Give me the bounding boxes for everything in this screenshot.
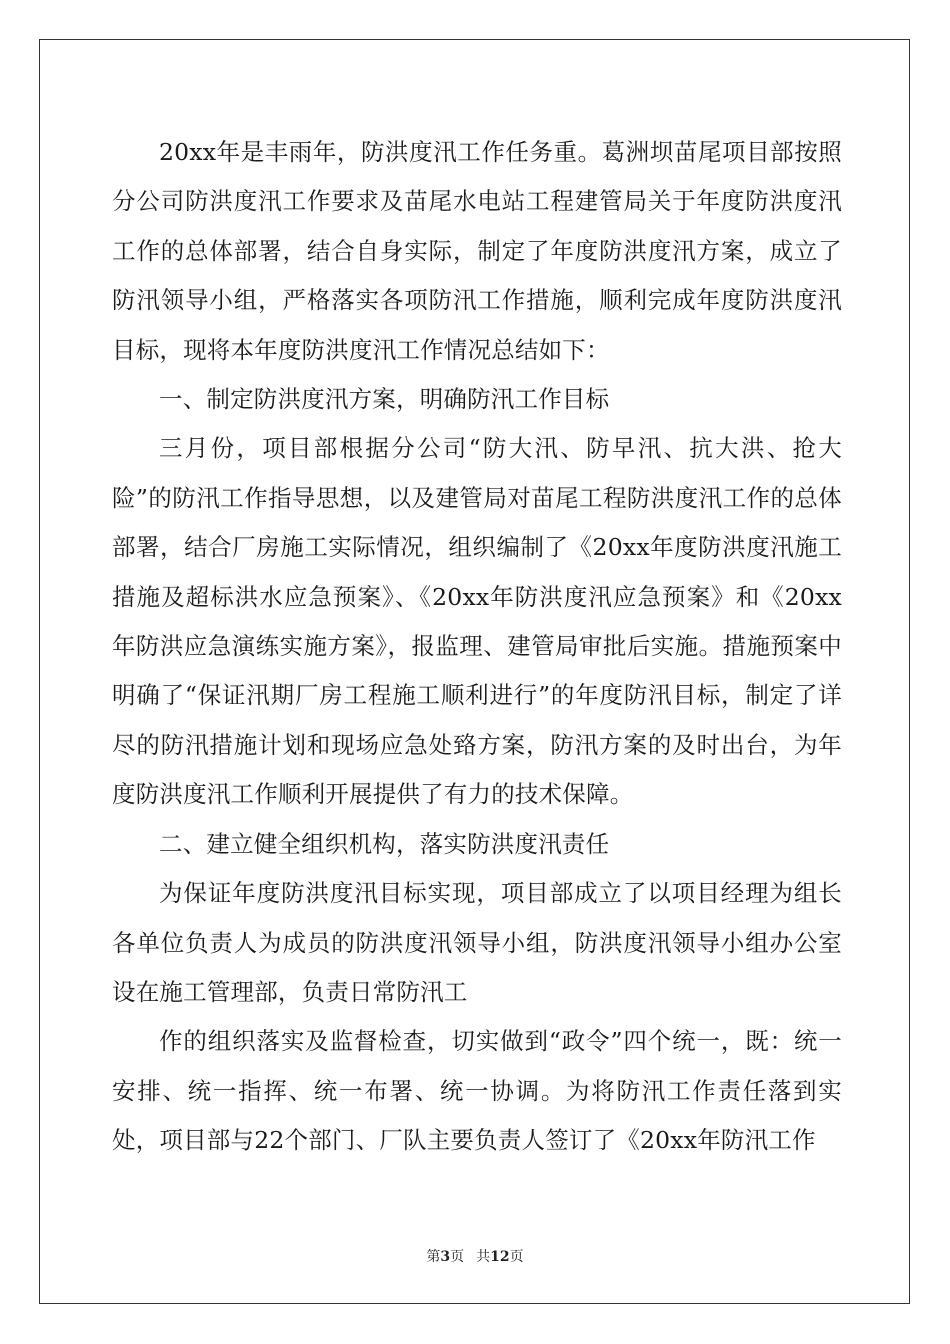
paragraph-section-2a: 为保证年度防洪度汛目标实现，项目部成立了以项目经理为组长各单位负责人为成员的防洪度汛领导小组，防洪度汛领导小组办公室设在施工管理部，负责日常防汛工: [112, 879, 842, 1006]
total-prefix: 共: [476, 1249, 491, 1265]
page-footer: [0, 1248, 950, 1266]
section-heading-2: 二、建立健全组织机构，落实防洪度汛责任: [159, 829, 610, 858]
total-unit: 页: [509, 1249, 524, 1265]
page-unit: 页: [450, 1249, 465, 1265]
section-heading-1: 一、制定防洪度汛方案，明确防汛工作目标: [159, 385, 610, 414]
current-page-number: 3: [440, 1249, 451, 1265]
total-page-count: 12: [490, 1249, 510, 1265]
paragraph-section-2b: 作的组织落实及监督检查，切实做到“政令”四个统一，既：统一安排、统一指挥、统一布署、统一协调。为将防汛工作责任落到实处，项目部与22个部门、厂队主要负责人签订了《20xx年防汛工作: [112, 1027, 842, 1155]
document-body: [112, 128, 842, 1166]
page-prefix: 第: [426, 1249, 441, 1265]
paragraph-section-1: 三月份，项目部根据分公司“防大汛、防早汛、抗大洪、抢大险”的防汛工作指导思想，以及建管局对苗尾工程防洪度汛工作的总体部署，结合厂房施工实际情况，组织编制了《20xx年度防洪度汛施工措施及超标洪水应急预案》、《20xx年防洪度汛应急预案》和《20xx年防洪应急演练实施方案》，报监理、建管局审批后实施。措施预案中明确了“保证汛期厂房工程施工顺利进行”的年度防汛目标，制定了详尽的防汛措施计划和现场应急处臵方案，防汛方案的及时出台，为年度防洪度汛工作顺利开展提供了有力的技术保障。: [112, 434, 842, 809]
paragraph-intro: 20xx年是丰雨年，防洪度汛工作任务重。葛洲坝苗尾项目部按照分公司防洪度汛工作要求及苗尾水电站工程建管局关于年度防洪度汛工作的总体部署，结合自身实际，制定了年度防洪度汛方案，成立了防汛领导小组，严格落实各项防汛工作措施，顺利完成年度防洪度汛目标，现将本年度防洪度汛工作情况总结如下：: [112, 138, 842, 364]
